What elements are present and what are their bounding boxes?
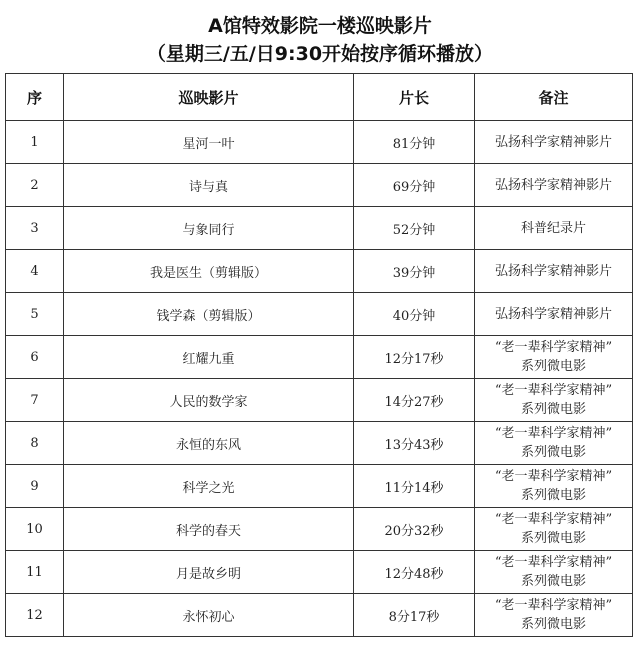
cell-note: [475, 508, 633, 551]
table-header-row: [6, 74, 633, 121]
column-header-note: 备注: [475, 74, 633, 121]
cell-note: [475, 121, 633, 164]
note-line: “老一辈科学家精神”: [494, 426, 613, 441]
note-line: “老一辈科学家精神”: [494, 555, 613, 570]
note-line: 科普纪录片: [520, 220, 586, 236]
note-line: 系列微电影: [520, 574, 586, 589]
note-line: 弘扬科学家精神影片: [494, 134, 612, 150]
note-line: “老一辈科学家精神”: [494, 383, 613, 398]
note-line: 系列微电影: [520, 488, 586, 503]
cell-number: 12: [6, 594, 64, 637]
cell-note: [475, 293, 633, 336]
cell-duration: 39分钟: [354, 250, 475, 293]
cell-film-title: 永恒的东风: [64, 422, 354, 465]
cell-film-title: 与象同行: [64, 207, 354, 250]
column-header-number: 序: [6, 74, 64, 121]
table-body: [6, 121, 633, 637]
table-row: [6, 465, 633, 508]
cell-number: 6: [6, 336, 64, 379]
cell-duration: 13分43秒: [354, 422, 475, 465]
cell-film-title: 人民的数学家: [64, 379, 354, 422]
cell-duration: 52分钟: [354, 207, 475, 250]
table-row: [6, 293, 633, 336]
cell-number: 11: [6, 551, 64, 594]
cell-film-title: 钱学森（剪辑版）: [64, 293, 354, 336]
note-line: 系列微电影: [520, 617, 586, 632]
cell-duration: 20分32秒: [354, 508, 475, 551]
cell-number: 2: [6, 164, 64, 207]
cell-duration: 11分14秒: [354, 465, 475, 508]
cell-duration: 81分钟: [354, 121, 475, 164]
cell-film-title: 我是医生（剪辑版）: [64, 250, 354, 293]
page-title: A馆特效影院一楼巡映影片: [208, 15, 432, 37]
note-line: 弘扬科学家精神影片: [494, 263, 612, 279]
cell-film-title: 星河一叶: [64, 121, 354, 164]
cell-film-title: 月是故乡明: [64, 551, 354, 594]
table-row: [6, 551, 633, 594]
cell-film-title: 科学之光: [64, 465, 354, 508]
cell-note: [475, 422, 633, 465]
cell-note: [475, 551, 633, 594]
table-row: [6, 379, 633, 422]
cell-note: [475, 164, 633, 207]
note-line: “老一辈科学家精神”: [494, 598, 613, 613]
cell-film-title: 永怀初心: [64, 594, 354, 637]
table-row: [6, 336, 633, 379]
cell-film-title: 红耀九重: [64, 336, 354, 379]
cell-number: 9: [6, 465, 64, 508]
cell-note: [475, 465, 633, 508]
cell-number: 8: [6, 422, 64, 465]
note-line: 系列微电影: [520, 445, 586, 460]
note-line: 弘扬科学家精神影片: [494, 177, 612, 193]
cell-film-title: 科学的春天: [64, 508, 354, 551]
cell-note: [475, 594, 633, 637]
note-line: 系列微电影: [520, 531, 586, 546]
cell-number: 10: [6, 508, 64, 551]
cell-duration: 14分27秒: [354, 379, 475, 422]
film-schedule-table: [5, 73, 633, 637]
note-line: 弘扬科学家精神影片: [494, 306, 612, 322]
cell-number: 7: [6, 379, 64, 422]
cell-duration: 8分17秒: [354, 594, 475, 637]
cell-duration: 12分48秒: [354, 551, 475, 594]
cell-note: [475, 336, 633, 379]
cell-film-title: 诗与真: [64, 164, 354, 207]
column-header-duration: 片长: [354, 74, 475, 121]
cell-note: [475, 207, 633, 250]
page-subtitle: （星期三/五/日9:30开始按序循环播放）: [146, 43, 494, 65]
note-line: 系列微电影: [520, 359, 586, 374]
cell-number: 3: [6, 207, 64, 250]
note-line: 系列微电影: [520, 402, 586, 417]
cell-duration: 12分17秒: [354, 336, 475, 379]
table-row: [6, 250, 633, 293]
note-line: “老一辈科学家精神”: [494, 340, 613, 355]
table-row: [6, 422, 633, 465]
cell-number: 5: [6, 293, 64, 336]
cell-number: 1: [6, 121, 64, 164]
cell-note: [475, 250, 633, 293]
cell-note: [475, 379, 633, 422]
table-row: [6, 207, 633, 250]
note-line: “老一辈科学家精神”: [494, 512, 613, 527]
cell-number: 4: [6, 250, 64, 293]
cell-duration: 69分钟: [354, 164, 475, 207]
table-row: [6, 121, 633, 164]
column-header-film: 巡映影片: [64, 74, 354, 121]
table-row: [6, 508, 633, 551]
table-row: [6, 164, 633, 207]
note-line: “老一辈科学家精神”: [494, 469, 613, 484]
cell-duration: 40分钟: [354, 293, 475, 336]
table-row: [6, 594, 633, 637]
